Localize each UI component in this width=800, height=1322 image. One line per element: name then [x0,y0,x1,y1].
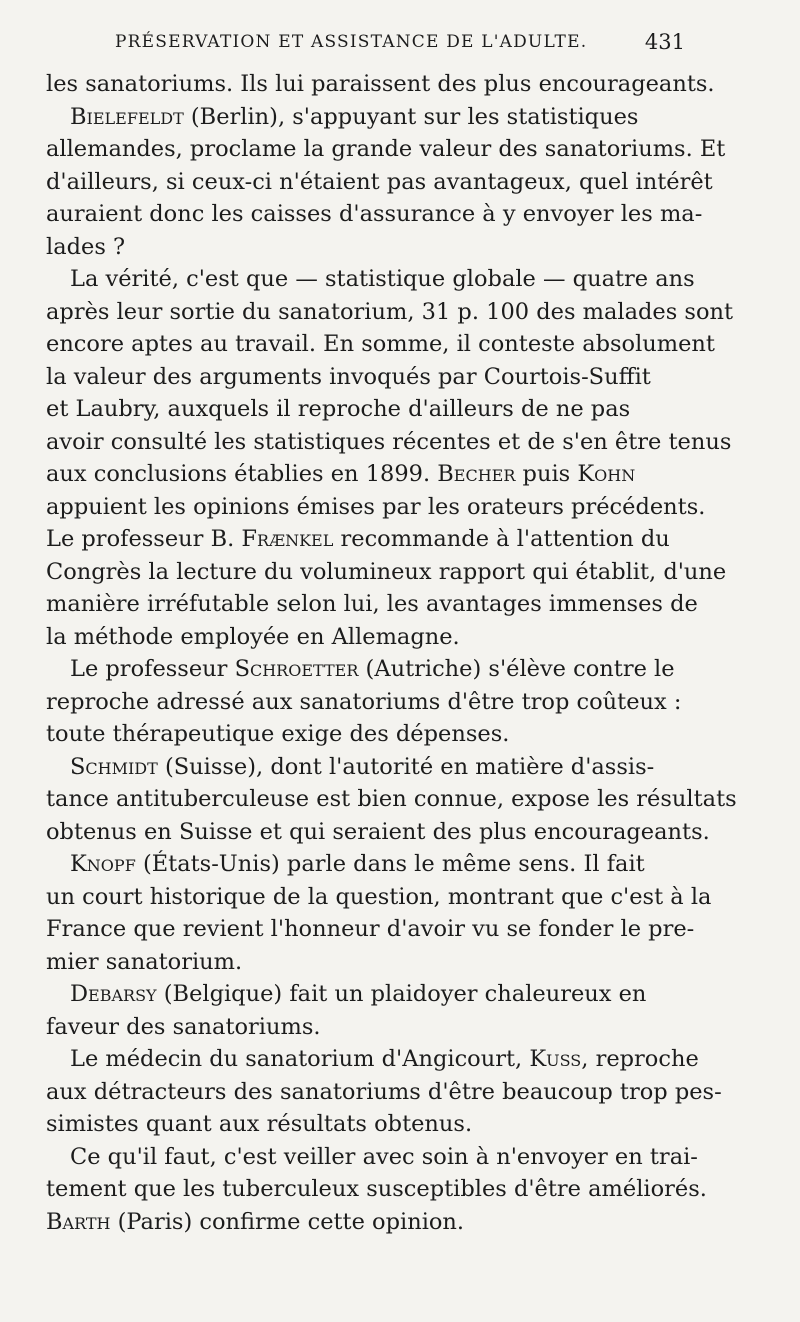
text-run: allemandes, proclame la grande valeur des sanatoriums. Et [46,136,726,162]
text-line [46,101,692,134]
text-run: (Berlin), s'appuyant sur les statistiques [183,103,639,130]
text-run: aux conclusions établies en 1899. [46,461,438,487]
text-run: lades ? [46,233,126,260]
text-run: (États-Unis) parle dans le même sens. Il fait [135,851,645,877]
text-line [46,946,692,979]
author-name: Barth [46,1208,111,1235]
text-line [46,133,726,166]
text-run: tement que les tuberculeux susceptibles d'être améliorés. [46,1176,707,1202]
text-run: obtenus en Suisse et qui seraient des plus encourageants. [46,818,710,845]
text-run: aux détracteurs des sanatoriums d'être beaucoup trop pes- [46,1078,722,1105]
text-run: La vérité, c'est que — statistique globale — quatre ans [70,266,695,292]
text-line [46,751,692,784]
text-line [46,361,692,394]
text-run: mier sanatorium. [46,948,243,975]
text-line [46,686,692,719]
text-run: et Laubry, auxquels il reproche d'ailleurs de ne pas [46,396,631,422]
text-run: France que revient l'honneur d'avoir vu se fonder le pre- [46,916,695,942]
text-line [46,653,692,686]
text-run: faveur des sanatoriums. [46,1013,321,1040]
text-run: Ce qu'il faut, c'est veiller avec soin à n'envoyer en trai- [70,1143,698,1170]
text-line [46,978,692,1011]
text-run: recommande à l'attention du [333,526,670,552]
author-name: Schroetter [234,656,359,682]
author-name: Bielefeldt [70,103,184,130]
text-line [46,458,692,491]
text-line [46,556,727,589]
text-line [46,393,692,426]
text-line [46,1043,699,1076]
text-line [46,426,732,459]
text-run: (Suisse), dont l'autorité en matière d'assis- [157,753,655,780]
text-line [46,816,710,849]
page-number: 431 [644,30,685,54]
text-line [46,1173,707,1206]
text-line [46,1141,698,1174]
text-run: un court historique de la question, montrant que c'est à la [46,883,712,910]
text-run: la valeur des arguments invoqués par Courtois-Suffit [46,363,651,390]
text-line [46,491,706,524]
text-run: Le médecin du sanatorium d'Angicourt, [70,1046,530,1072]
text-run: auraient donc les caisses d'assurance à y envoyer les ma- [46,201,703,227]
text-line [46,231,692,264]
text-line [46,881,712,914]
text-run: (Belgique) fait un plaidoyer chaleureux en [156,981,647,1007]
text-line [46,328,715,361]
author-name: Kuss [529,1046,582,1072]
author-name: Becher [437,461,516,487]
text-run: manière irréfutable selon lui, les avantages immenses de [46,591,698,617]
author-name: Knopf [70,851,136,877]
page-header [115,32,685,62]
text-run: appuient les opinions émises par les orateurs précédents. [46,493,706,520]
text-run: d'ailleurs, si ceux-ci n'étaient pas avantageux, quel intérêt [46,168,713,195]
body-text [46,68,737,1238]
author-name: Schmidt [70,753,158,780]
text-line [46,1206,692,1239]
text-line [46,718,692,751]
text-line [46,296,734,329]
text-run: Le professeur [70,656,235,682]
text-run: , reproche [581,1046,699,1072]
text-line [46,1108,692,1141]
text-run: (Autriche) s'élève contre le [358,656,675,682]
author-name: Frænkel [241,526,334,552]
text-line [46,166,713,199]
text-run: toute thérapeutique exige des dépenses. [46,721,510,747]
text-line [46,783,737,816]
text-run: puis [515,461,578,487]
text-line [46,588,698,621]
author-name: Debarsy [70,981,157,1007]
author-name: Kohn [577,461,636,487]
text-run: Congrès la lecture du volumineux rapport qui établit, d'une [46,558,727,585]
text-line [46,198,703,231]
text-run: encore aptes au travail. En somme, il conteste absolument [46,331,715,357]
text-run: simistes quant aux résultats obtenus. [46,1111,473,1137]
text-line [46,263,695,296]
text-line [46,68,715,101]
text-line [46,523,692,556]
text-line [46,913,695,946]
text-run: (Paris) confirme cette opinion. [110,1208,465,1235]
text-run: Le professeur B. [46,526,242,552]
text-run: après leur sortie du sanatorium, 31 p. 100 des malades sont [46,298,734,325]
text-line [46,621,692,654]
text-run: tance antituberculeuse est bien connue, expose les résultats [46,786,737,812]
text-line [46,1076,722,1109]
text-run: la méthode employée en Allemagne. [46,623,460,650]
text-run: reproche adressé aux sanatoriums d'être trop coûteux : [46,688,682,715]
text-run: les sanatoriums. Ils lui paraissent des plus encourageants. [46,71,715,97]
text-line [46,1011,692,1044]
text-line [46,848,692,881]
running-title: PRÉSERVATION ET ASSISTANCE DE L'ADULTE. [115,32,588,52]
text-run: avoir consulté les statistiques récentes et de s'en être tenus [46,428,732,455]
